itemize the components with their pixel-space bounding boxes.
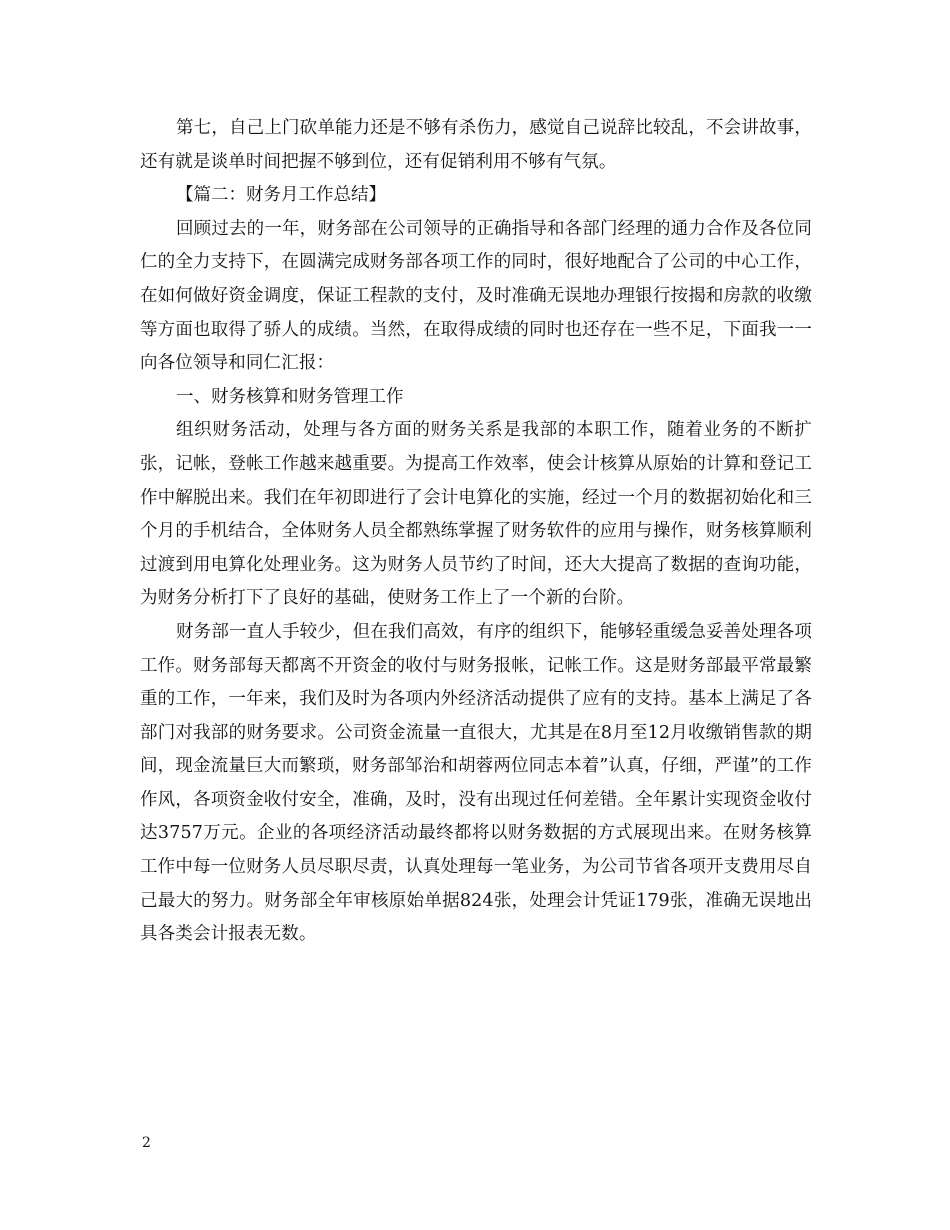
paragraph-seventh-point: 第七，自己上门砍单能力还是不够有杀伤力，感觉自己说辞比较乱，不会讲故事，还有就是谈单时间把握不够到位，还有促销利用不够有气氛。 <box>140 118 812 172</box>
section-heading-accounting: 一、财务核算和财务管理工作 <box>176 386 404 407</box>
paragraph-review: 回顾过去的一年，财务部在公司领导的正确指导和各部门经理的通力合作及各位同仁的全力支持下，在圆满完成财务部各项工作的同时，很好地配合了公司的中心工作，在如何做好资金调度，保证工程款的支付，及时准确无误地办理银行按揭和房款的收缴等方面也取得了骄人的成绩。当然，在取得成绩的同时也还存在一些不足，下面我一一向各位领导和同仁汇报： <box>140 218 812 374</box>
page-number: 2 <box>142 1135 151 1151</box>
section-title: 【篇二：财务月工作总结】 <box>176 185 386 206</box>
paragraph-staff-work: 财务部一直人手较少，但在我们高效，有序的组织下，能够轻重缓急妥善处理各项工作。财务部每天都离不开资金的收付与财务报帐，记帐工作。这是财务部最平常最繁重的工作，一年来，我们及时为各项内外经济活动提供了应有的支持。基本上满足了各部门对我部的财务要求。公司资金流量一直很大，尤其是在8月至12月收缴销售款的期间，现金流量巨大而繁琐，财务部邹治和胡蓉两位同志本着”认真，仔细，严谨”的工作作风，各项资金收付安全，准确，及时，没有出现过任何差错。全年累计实现资金收付达3757万元。企业的各项经济活动最终都将以财务数据的方式展现出来。在财务核算工作中每一位财务人员尽职尽责，认真处理每一笔业务，为公司节省各项开支费用尽自己最大的努力。财务部全年审核原始单据824张，处理会计凭证179张，准确无误地出具各类会计报表无数。 <box>140 621 812 945</box>
paragraph-accounting-work: 组织财务活动，处理与各方面的财务关系是我部的本职工作，随着业务的不断扩张，记帐，登帐工作越来越重要。为提高工作效率，使会计核算从原始的计算和登记工作中解脱出来。我们在年初即进行了会计电算化的实施，经过一个月的数据初始化和三个月的手机结合，全体财务人员全都熟练掌握了财务软件的应用与操作，财务核算顺利过渡到用电算化处理业务。这为财务人员节约了时间，还大大提高了数据的查询功能，为财务分析打下了良好的基础，使财务工作上了一个新的台阶。 <box>140 420 812 609</box>
document-body <box>140 112 812 952</box>
